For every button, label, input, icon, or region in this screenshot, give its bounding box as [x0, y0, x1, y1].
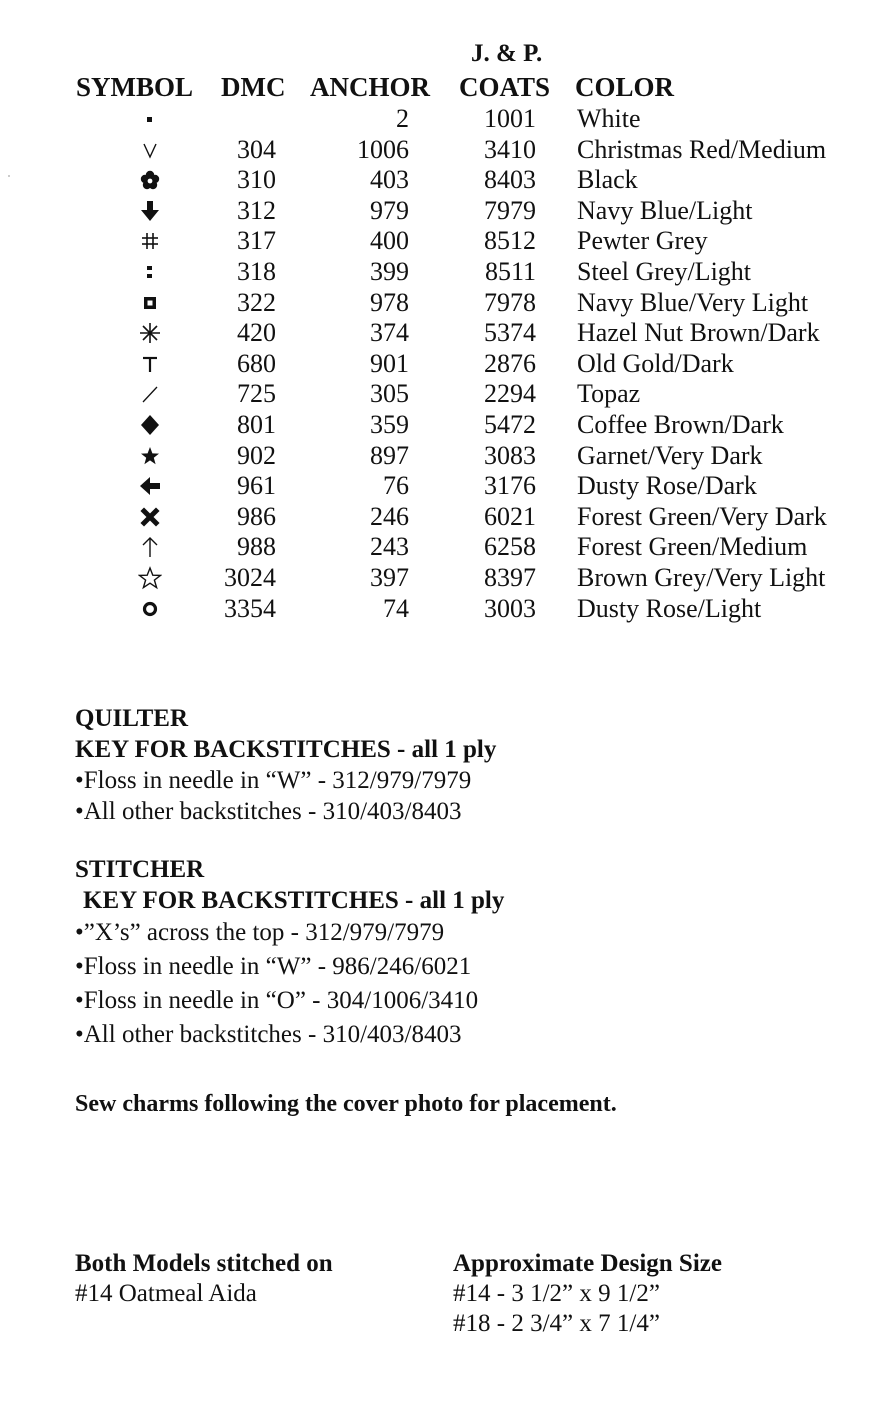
table-row	[0, 165, 896, 196]
dmc-number: 318	[237, 256, 276, 286]
quilter-section	[75, 703, 496, 827]
dmc-number: 986	[237, 501, 276, 531]
anchor-number: 374	[370, 318, 409, 348]
stitcher-title: STITCHER	[75, 856, 205, 883]
coats-number: 8511	[484, 256, 536, 286]
coats-number: 2876	[484, 348, 536, 378]
table-row	[0, 379, 896, 410]
anchor-number: 979	[370, 195, 409, 225]
coats-number: 2294	[484, 379, 536, 409]
dmc-number: 420	[237, 318, 276, 348]
header-anchor: ANCHOR	[310, 72, 430, 102]
color-name: Coffee Brown/Dark	[577, 409, 784, 439]
dmc-number: 801	[237, 409, 276, 439]
color-name: Steel Grey/Light	[577, 256, 752, 286]
anchor-number: 897	[370, 440, 409, 470]
color-name: Dusty Rose/Light	[577, 593, 762, 623]
quilter-item: •Floss in needle in “W” - 312/979/7979	[75, 767, 472, 794]
table-row	[0, 196, 896, 227]
table-row	[0, 135, 896, 166]
design-size-title: Approximate Design Size	[453, 1250, 722, 1277]
dmc-number: 680	[237, 348, 276, 378]
stitcher-item: •All other backstitches - 310/403/8403	[75, 1021, 462, 1048]
quilter-title: QUILTER	[75, 705, 189, 732]
dmc-number: 961	[237, 471, 276, 501]
hash-icon	[120, 226, 180, 256]
models-title: Both Models stitched on	[75, 1250, 333, 1277]
coats-number: 3410	[484, 134, 536, 164]
table-row	[0, 594, 896, 625]
table-row	[0, 257, 896, 288]
color-name: Forest Green/Medium	[577, 532, 808, 562]
v-mark-icon	[120, 135, 180, 165]
stitcher-item: •”X’s” across the top - 312/979/7979	[75, 919, 445, 946]
color-name: Navy Blue/Light	[577, 195, 753, 225]
asterisk-icon	[120, 318, 180, 348]
header-coats-brand: J. & P.	[471, 40, 543, 67]
coats-number: 6258	[484, 532, 536, 562]
color-name: Hazel Nut Brown/Dark	[577, 318, 820, 348]
dmc-number: 988	[237, 532, 276, 562]
coats-number: 8397	[484, 562, 536, 592]
slash-icon	[120, 379, 180, 409]
design-size-18: #18 - 2 3/4” x 7 1/4”	[453, 1310, 660, 1337]
quilter-item: •All other backstitches - 310/403/8403	[75, 798, 462, 825]
flower-icon	[120, 165, 180, 195]
color-name: Dusty Rose/Dark	[577, 471, 757, 501]
anchor-number: 74	[383, 593, 409, 623]
ring-icon	[120, 594, 180, 624]
table-row	[0, 563, 896, 594]
table-row	[0, 104, 896, 135]
stitcher-item: •Floss in needle in “O” - 304/1006/3410	[75, 987, 479, 1014]
coats-number: 7979	[484, 195, 536, 225]
table-row	[0, 441, 896, 472]
stitcher-key-title: KEY FOR BACKSTITCHES - all 1 ply	[83, 887, 505, 914]
color-name: Topaz	[577, 379, 641, 409]
coats-number: 3176	[484, 471, 536, 501]
tee-icon	[120, 349, 180, 379]
star-outline-icon	[120, 563, 180, 593]
models-info	[75, 1249, 333, 1309]
arrow-down-bold-icon	[120, 196, 180, 226]
dmc-number: 312	[237, 195, 276, 225]
color-name: White	[577, 104, 641, 133]
anchor-number: 901	[370, 348, 409, 378]
coats-number: 3003	[484, 593, 536, 623]
charms-note: Sew charms following the cover photo for placement.	[75, 1091, 617, 1117]
hollow-square-icon	[120, 288, 180, 318]
diamond-icon	[120, 410, 180, 440]
models-fabric: #14 Oatmeal Aida	[75, 1280, 257, 1307]
table-row	[0, 502, 896, 533]
coats-number: 7978	[484, 287, 536, 317]
dmc-number: 3354	[224, 593, 276, 623]
x-bold-icon	[120, 502, 180, 532]
anchor-number: 1006	[357, 134, 409, 164]
coats-number: 3083	[484, 440, 536, 470]
color-name: Pewter Grey	[577, 226, 708, 256]
header-symbol: SYMBOL	[76, 72, 194, 102]
table-row	[0, 349, 896, 380]
table-row	[0, 410, 896, 441]
header-dmc: DMC	[221, 72, 286, 102]
table-row	[0, 471, 896, 502]
table-row	[0, 318, 896, 349]
table-row	[0, 532, 896, 563]
color-name: Brown Grey/Very Light	[577, 562, 826, 592]
coats-number: 6021	[484, 501, 536, 531]
stitcher-item: •Floss in needle in “W” - 986/246/6021	[75, 953, 472, 980]
anchor-number: 400	[370, 226, 409, 256]
anchor-number: 359	[370, 409, 409, 439]
anchor-number: 2	[396, 104, 409, 133]
quilter-key-title: KEY FOR BACKSTITCHES - all 1 ply	[75, 736, 497, 763]
design-size-info	[453, 1249, 722, 1339]
anchor-number: 399	[370, 256, 409, 286]
anchor-number: 76	[383, 471, 409, 501]
dmc-number: 317	[237, 226, 276, 256]
stitcher-section	[75, 854, 504, 1052]
anchor-number: 403	[370, 165, 409, 195]
color-name: Christmas Red/Medium	[577, 134, 827, 164]
colon-icon	[120, 257, 180, 287]
coats-number: 5374	[484, 318, 536, 348]
arrow-left-bold-icon	[120, 471, 180, 501]
floss-table	[0, 104, 896, 624]
star-filled-icon	[120, 441, 180, 471]
design-size-14: #14 - 3 1/2” x 9 1/2”	[453, 1280, 660, 1307]
dmc-number: 3024	[224, 562, 276, 592]
coats-number: 8403	[484, 165, 536, 195]
color-name: Black	[577, 165, 638, 195]
header-color: COLOR	[575, 72, 675, 102]
color-name: Navy Blue/Very Light	[577, 287, 809, 317]
header-coats: COATS	[459, 72, 551, 102]
anchor-number: 243	[370, 532, 409, 562]
table-row	[0, 288, 896, 319]
dmc-number: 322	[237, 287, 276, 317]
anchor-number: 397	[370, 562, 409, 592]
coats-number: 5472	[484, 409, 536, 439]
coats-number: 8512	[484, 226, 536, 256]
dmc-number: 725	[237, 379, 276, 409]
color-name: Forest Green/Very Dark	[577, 501, 827, 531]
small-square-icon	[120, 104, 180, 134]
dmc-number: 304	[237, 134, 276, 164]
dmc-number: 902	[237, 440, 276, 470]
coats-number: 1001	[484, 104, 536, 133]
arrow-up-thin-icon	[120, 532, 180, 562]
dmc-number: 310	[237, 165, 276, 195]
table-row	[0, 226, 896, 257]
anchor-number: 246	[370, 501, 409, 531]
color-name: Old Gold/Dark	[577, 348, 734, 378]
color-name: Garnet/Very Dark	[577, 440, 763, 470]
anchor-number: 978	[370, 287, 409, 317]
anchor-number: 305	[370, 379, 409, 409]
